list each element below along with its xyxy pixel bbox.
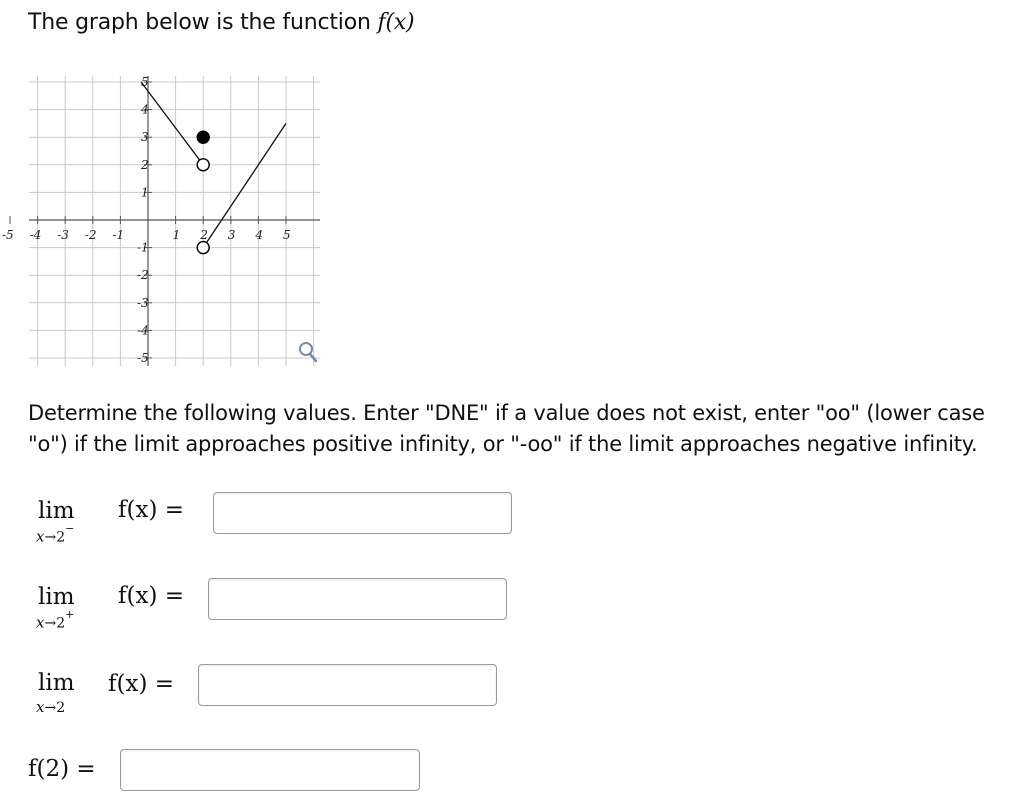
x-tick-label: -4 [29, 228, 42, 242]
y-tick-label: 3 [141, 130, 149, 145]
lim-word-3: lim [38, 670, 75, 696]
x-tick-label: -5 [2, 228, 14, 242]
x-tick-label: 1 [172, 228, 181, 242]
intro-function: f(x) [377, 10, 415, 35]
answer-input-left-limit[interactable] [213, 492, 512, 534]
closed-point [197, 131, 209, 143]
lim-subscript-3: x→2 [36, 698, 66, 716]
function-segment [141, 82, 203, 165]
x-tick-label: 2 [200, 228, 208, 242]
y-tick-label: -3 [137, 295, 149, 310]
y-tick-label: 1 [141, 185, 149, 200]
y-tick-label: 4 [141, 102, 149, 117]
function-graph [0, 0, 340, 380]
x-tick-label: -2 [84, 228, 97, 242]
lim-subscript-2: x→2+ [36, 608, 75, 632]
y-tick-label: -1 [137, 240, 149, 255]
x-tick-label: 3 [227, 228, 236, 242]
expr-2: f(x) = [118, 583, 185, 609]
y-tick-label: -5 [137, 351, 149, 365]
lim-word-1: lim [38, 498, 75, 524]
answer-input-f-of-2[interactable] [120, 749, 420, 791]
x-tick-label: -3 [57, 228, 69, 242]
lim-subscript-1: x→2− [36, 522, 75, 546]
open-point [197, 159, 209, 171]
x-tick-label: 4 [255, 228, 264, 242]
y-tick-label: -4 [137, 323, 149, 338]
answer-input-two-sided-limit[interactable] [198, 664, 497, 706]
intro-text: The graph below is the function [28, 10, 378, 35]
y-tick-label: -2 [137, 268, 149, 283]
answer-input-right-limit[interactable] [208, 578, 507, 620]
lim-word-2: lim [38, 584, 75, 610]
y-tick-label: 5 [141, 75, 149, 89]
x-tick-label: 5 [283, 228, 291, 242]
instructions-text: Determine the following values. Enter "DNE" if a value does not exist, enter "oo" (lower case "o") if the limit approaches positive infinity, or "-oo" if the limit approaches negative infinity. [28, 401, 985, 456]
expr-3: f(x) = [108, 671, 175, 697]
open-point [197, 242, 209, 254]
x-tick-label: -1 [112, 228, 125, 242]
expr-1: f(x) = [118, 497, 185, 523]
grid-lines [29, 76, 320, 366]
expr-4: f(2) = [28, 756, 96, 782]
function-segment [203, 123, 286, 247]
y-tick-label: 2 [141, 157, 149, 172]
